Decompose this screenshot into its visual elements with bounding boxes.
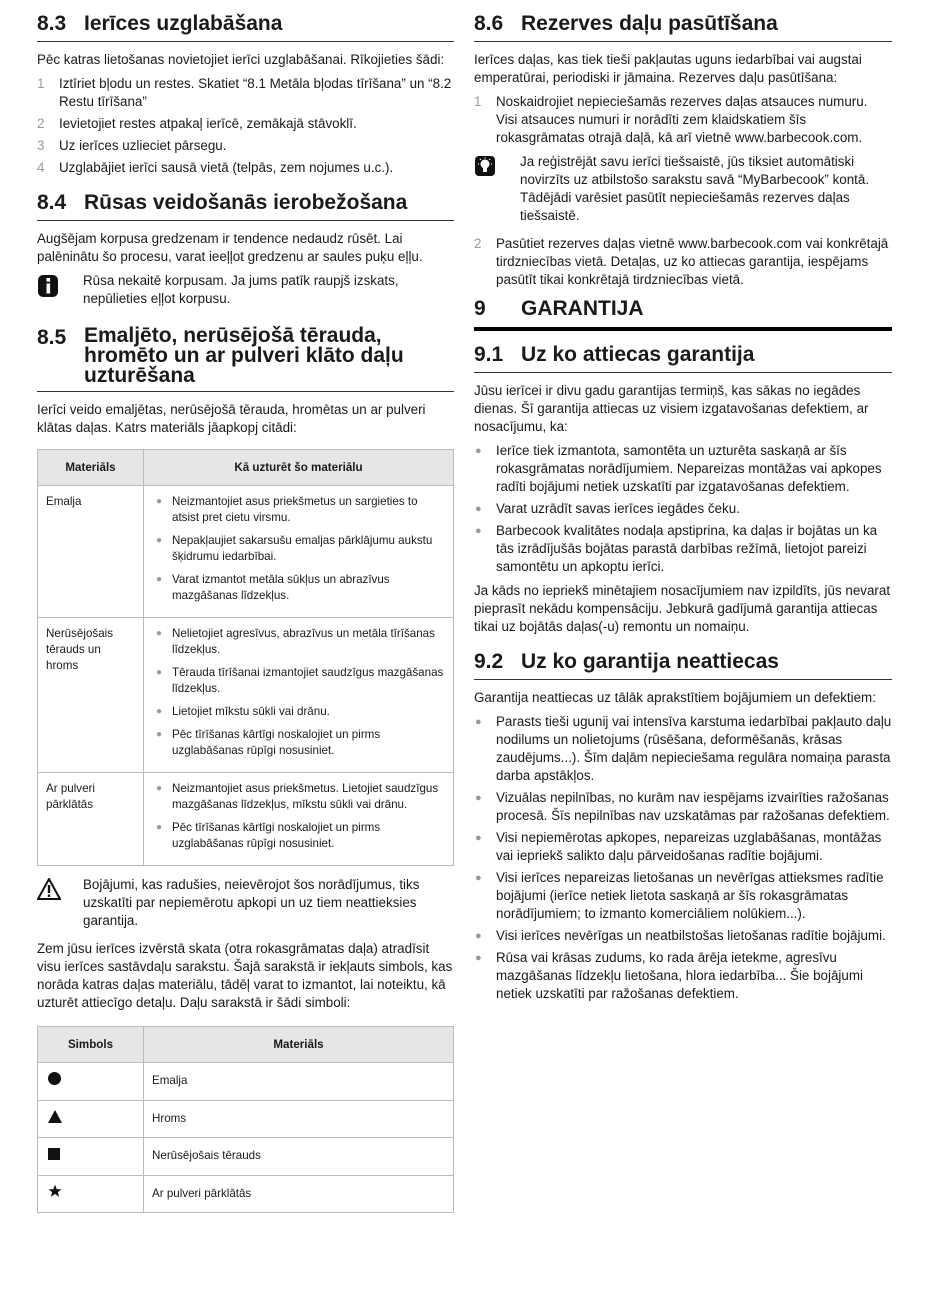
table-header-row <box>38 1027 454 1063</box>
bullet-text: Varat uzrādīt savas ierīces iegādes čeku. <box>496 501 740 516</box>
section-8-3-intro: Pēc katras lietošanas novietojiet ierīci uzglabāšanai. Rīkojieties šādi: <box>37 52 445 67</box>
step-number: 2 <box>474 236 482 251</box>
table-header-cell: Simbols <box>38 1027 144 1063</box>
warning-icon <box>37 876 83 930</box>
section-number: 9.1 <box>474 343 504 366</box>
step-text: Noskaidrojiet nepieciešamās rezerves daļas atsauces numuru. Visi atsauces numuri ir norādīti zem klaidskatiem šīs rokasgrāmatas otrajā daļā, kā arī vietnē www.barbecook.com. <box>496 94 868 145</box>
lightbulb-icon <box>474 153 520 225</box>
section-8-3-heading <box>37 12 454 42</box>
table-row <box>38 1063 454 1101</box>
bullet-text: Rūsa vai krāsas zudums, ko rada ārēja ietekme, agresīvu mazgāšanas līdzekļu lietošana, hlora iedarbība... Šie bojājumi netiek uzskatīti par ražošanas defektiem. <box>496 950 863 1001</box>
list-item <box>37 137 454 155</box>
section-title: Emaljēto, nerūsējošā tērauda, hromēto un ar pulveri klāto daļu uzturēšana <box>84 324 404 387</box>
section-number: 8.4 <box>37 191 67 214</box>
list-item: ● Varat izmantot metāla sūkļus un abrazīvus mazgāšanas līdzekļus. <box>152 572 445 604</box>
list-item: ● Nepakļaujiet sakarsušu emaljas pārklājumu aukstu šķidrumu iedarbībai. <box>152 533 445 565</box>
list-item: ● Varat uzrādīt savas ierīces iegādes čeku. <box>475 501 740 516</box>
star-icon <box>48 1184 62 1203</box>
spare-parts-steps <box>474 93 892 147</box>
section-number: 8.3 <box>37 12 67 35</box>
square-icon <box>48 1148 60 1160</box>
care-text: Pēc tīrīšanas kārtīgi noskalojiet un pirms uzglabāšanas rūpīgi nosusiniet. <box>172 728 381 757</box>
right-column <box>474 12 892 1009</box>
list-item: ● Visi ierīces nevērīgas un neatbilstošas lietošanas radītie bojājumi. <box>475 928 886 943</box>
bullet-text: Vizuālas nepilnības, no kurām nav iespējams izvairīties ražošanas procesā. Šīs nepilnības nav uzskatāmas par ražošanas defektiem. <box>496 790 890 823</box>
care-text: Pēc tīrīšanas kārtīgi noskalojiet un pirms uzglabāšanas rūpīgi nosusiniet. <box>172 821 381 850</box>
list-item: ● Visi ierīces nepareizas lietošanas un nevērīgas attieksmes radītie bojājumi (ierīce netiek lietota saskaņā ar šīs rokasgrāmatas norādījumiem; to izmanto komerciāliem nolūkiem...). <box>474 869 892 923</box>
list-item <box>474 235 892 289</box>
step-number: 4 <box>37 160 45 175</box>
list-item: ● Nelietojiet agresīvus, abrazīvus un metāla tīrīšanas līdzekļus. <box>152 626 445 658</box>
table-row <box>38 1138 454 1176</box>
table-row <box>38 1100 454 1138</box>
material-cell: Emalja <box>38 486 144 618</box>
step-text: Pasūtiet rezerves daļas vietnē www.barbecook.com vai konkrētajā tirdzniecības vietā. Detaļas, uz ko attiecas garantija, iespējams pasūtīt tikai konkrētajā tirdzniecības vietā. <box>496 236 889 287</box>
section-title: Ierīces uzglabāšana <box>84 12 283 35</box>
care-text: Nelietojiet agresīvus, abrazīvus un metāla tīrīšanas līdzekļus. <box>172 627 435 656</box>
care-text: Neizmantojiet asus priekšmetus un sargieties to atsist pret cietu virsmu. <box>172 495 418 524</box>
section-9-heading <box>474 297 892 331</box>
list-item: ● Lietojiet mīkstu sūkli vai drānu. <box>156 705 330 718</box>
table-row <box>38 486 454 618</box>
section-8-5-heading <box>37 326 454 392</box>
step-number: 3 <box>37 138 45 153</box>
symbol-cell <box>38 1100 144 1138</box>
materials-table <box>37 449 454 866</box>
list-item <box>474 93 892 147</box>
bullet-text: Ierīce tiek izmantota, samontēta un uzturēta saskaņā ar šīs rokasgrāmatas norādījumiem. Nepareizas montāžas vai apkopes radīti bojājumi netiek uzskatīti par izgatavošanas defektiem. <box>496 443 882 494</box>
table-header-cell: Kā uzturēt šo materiālu <box>144 450 454 486</box>
step-number: 2 <box>37 116 45 131</box>
step-text: Uz ierīces uzlieciet pārsegu. <box>59 138 227 153</box>
section-title: Rūsas veidošanās ierobežošana <box>84 191 408 214</box>
section-number: 8.6 <box>474 12 504 35</box>
list-item: ● Ierīce tiek izmantota, samontēta un uzturēta saskaņā ar šīs rokasgrāmatas norādījumiem. Nepareizas montāžas vai apkopes radīti bojājumi netiek uzskatīti par izgatavošanas defektiem. <box>474 442 892 496</box>
info-icon <box>37 272 83 308</box>
section-number: 9 <box>474 297 486 320</box>
section-8-4-heading <box>37 191 454 221</box>
bullet-text: Barbecook kvalitātes nodaļa apstiprina, ka daļas ir bojātas un ka tās izrādījušās bojātas parastā darbības režīmā, lietojot pareizi samontētu un apkoptu ierīci. <box>496 523 878 574</box>
section-number: 8.5 <box>37 326 67 349</box>
section-8-6-heading <box>474 12 892 42</box>
section-9-1-intro: Jūsu ierīcei ir divu gadu garantijas termiņš, kas sākas no iegādes dienas. Šī garantija attiecas uz visiem izgatavošanas defektiem, ar nosacījumu, ka: <box>474 383 869 434</box>
material-cell: Ar pulveri pārklātās <box>144 1175 454 1213</box>
list-item: ● Visi nepiemērotas apkopes, nepareizas uzglabāšanas, montāžas vai iepriekš salikto daļu pārveidošanas radītie bojājumi. <box>474 829 892 865</box>
step-text: Iztīriet bļodu un restes. Skatiet “8.1 Metāla bļodas tīrīšana” un “8.2 Restu tīrīšana” <box>59 76 452 109</box>
section-title: Uz ko garantija neattiecas <box>521 650 779 673</box>
tip-note <box>474 153 892 225</box>
section-8-5-intro: Ierīci veido emaljētas, nerūsējošā tērauda, hromētas un ar pulveri klātas daļas. Katrs materiāls jāapkopj citādi: <box>37 402 426 435</box>
table-row <box>38 773 454 866</box>
section-title: Uz ko attiecas garantija <box>521 343 755 366</box>
bullet-text: Visi nepiemērotas apkopes, nepareizas uzglabāšanas, montāžas vai iepriekš salikto daļu pārveidošanas radītie bojājumi. <box>496 830 882 863</box>
care-text: Lietojiet mīkstu sūkli vai drānu. <box>172 705 330 718</box>
list-item: ● Vizuālas nepilnības, no kurām nav iespējams izvairīties ražošanas procesā. Šīs nepilnības nav uzskatāmas par ražošanas defektiem. <box>474 789 892 825</box>
material-cell: Ar pulveri pārklātās <box>38 773 144 866</box>
material-cell: Hroms <box>144 1100 454 1138</box>
table-header-cell: Materiāls <box>38 450 144 486</box>
symbol-cell <box>38 1063 144 1101</box>
care-cell <box>144 773 454 866</box>
section-9-2-intro: Garantija neattiecas uz tālāk aprakstītiem bojājumiem un defektiem: <box>474 690 876 705</box>
section-8-6-intro: Ierīces daļas, kas tiek tieši pakļautas uguns iedarbībai vai augstai emperatūrai, periodiski ir jāmaina. Rezerves daļu pasūtīšana: <box>474 52 862 85</box>
care-text: Neizmantojiet asus priekšmetus. Lietojiet saudzīgus mazgāšanas līdzekļus, mīkstu sūkli vai drānu. <box>172 782 439 811</box>
bullet-text: Visi ierīces nevērīgas un neatbilstošas lietošanas radītie bojājumi. <box>496 928 886 943</box>
material-cell: Nerūsējošais tērauds un hroms <box>38 618 144 773</box>
material-cell: Emalja <box>144 1063 454 1101</box>
list-item <box>37 159 454 177</box>
info-note <box>37 272 454 308</box>
step-number: 1 <box>37 76 45 91</box>
step-text: Uzglabājiet ierīci sausā vietā (telpās, zem nojumes u.c.). <box>59 160 394 175</box>
tip-note-text: Ja reģistrējāt savu ierīci tiešsaistē, jūs tiksiet automātiski novirzīts uz atbilstošo sarakstu savā “MyBarbecook” kontā. Tādējādi varēsiet pasūtīt nepieciešamās rezerves daļas tiešsaistē. <box>520 154 870 223</box>
list-item: ● Neizmantojiet asus priekšmetus. Lietojiet saudzīgus mazgāšanas līdzekļus, mīkstu sūkli vai drānu. <box>152 781 445 813</box>
warranty-conditions <box>474 442 892 576</box>
triangle-icon <box>48 1110 62 1128</box>
list-item: ● Rūsa vai krāsas zudums, ko rada ārēja ietekme, agresīvu mazgāšanas līdzekļu lietošana, hlora iedarbība... Šie bojājumi netiek uzskatīti par ražošanas defektiem. <box>474 949 892 1003</box>
list-item: ● Pēc tīrīšanas kārtīgi noskalojiet un pirms uzglabāšanas rūpīgi nosusiniet. <box>152 820 445 852</box>
care-text: Varat izmantot metāla sūkļus un abrazīvus mazgāšanas līdzekļus. <box>172 573 390 602</box>
table-row <box>38 618 454 773</box>
table-header-row <box>38 450 454 486</box>
circle-icon <box>48 1072 61 1085</box>
step-text: Ievietojiet restes atpakaļ ierīcē, zemākajā stāvoklī. <box>59 116 357 131</box>
warranty-exclusions <box>474 713 892 1003</box>
warning-note <box>37 876 454 930</box>
care-cell <box>144 486 454 618</box>
section-number: 9.2 <box>474 650 504 673</box>
section-9-1-heading <box>474 343 892 373</box>
table-header-cell: Materiāls <box>144 1027 454 1063</box>
list-item: ● Barbecook kvalitātes nodaļa apstiprina, ka daļas ir bojātas un ka tās izrādījušās bojātas parastā darbības režīmā, lietojot pareizi samontētu un apkoptu ierīci. <box>474 522 892 576</box>
section-title: Rezerves daļu pasūtīšana <box>521 12 778 35</box>
table-row <box>38 1175 454 1213</box>
section-9-2-heading <box>474 650 892 680</box>
section-8-4-intro: Augšējam korpusa gredzenam ir tendence nedaudz rūsēt. Lai palēninātu šo procesu, varat ieeļļot gredzenu ar saules puķu eļļu. <box>37 231 423 264</box>
care-text: Nepakļaujiet sakarsušu emaljas pārklājumu aukstu šķidrumu iedarbībai. <box>172 534 433 563</box>
material-cell: Nerūsējošais tērauds <box>144 1138 454 1176</box>
spare-parts-steps-2 <box>474 235 892 289</box>
list-item <box>37 75 454 111</box>
list-item <box>37 115 454 133</box>
left-column <box>37 12 454 1213</box>
step-number: 1 <box>474 94 482 109</box>
warning-note-text: Bojājumi, kas radušies, neievērojot šos norādījumus, tiks uzskatīti par nepiemērotu apkopi un uz tiem neattieksies garantija. <box>83 877 420 928</box>
section-9-1-outro: Ja kāds no iepriekš minētajiem nosacījumiem nav izpildīts, jūs nevarat pieprasīt nekādu kompensāciju. Jebkurā gadījumā garantija attiecas tikai uz bojātās daļas(-u) remontu un nomaiņu. <box>474 583 891 634</box>
bullet-text: Visi ierīces nepareizas lietošanas un nevērīgas attieksmes radītie bojājumi (ierīce netiek lietota saskaņā ar šīs rokasgrāmatas norādījumiem; to izmanto komerciāliem nolūkiem...). <box>496 870 884 921</box>
symbol-cell <box>38 1138 144 1176</box>
info-note-text: Rūsa nekaitē korpusam. Ja jums patīk raupjš izskats, nepūlieties eļļot korpusu. <box>83 273 399 306</box>
care-text: Tērauda tīrīšanai izmantojiet saudzīgus mazgāšanas līdzekļus. <box>172 666 444 695</box>
list-item: ● Tērauda tīrīšanai izmantojiet saudzīgus mazgāšanas līdzekļus. <box>156 666 444 695</box>
list-item: ● Parasts tieši ugunij vai intensīva karstuma iedarbībai pakļauto daļu nodilums un nolietojums (rūsēšana, deformēšanās, krāsas zaudējums...). Šīm daļām nepieciešama regulāra nomaiņa parasta darba apstākļos. <box>475 714 892 783</box>
bullet-text: Parasts tieši ugunij vai intensīva karstuma iedarbībai pakļauto daļu nodilums un nolietojums (rūsēšana, deformēšanās, krāsas zaudējums...). Šīm daļām nepieciešama regulāra nomaiņa parasta darba apstākļos. <box>496 714 892 783</box>
section-8-5-paragraph: Zem jūsu ierīces izvērstā skata (otra rokasgrāmatas daļa) atradīsit visu ierīces sastāvdaļu sarakstu. Šajā sarakstā ir iekļauts simbols, kas norāda katras daļas materiālu, tādēļ varat to izmantot, lai noteiktu, kā uzturēt attiecīgo detaļu. Daļu sarakstā ir šādi simboli: <box>37 941 453 1010</box>
symbols-table <box>37 1026 454 1213</box>
storage-steps <box>37 75 454 177</box>
symbol-cell <box>38 1175 144 1213</box>
list-item: ● Pēc tīrīšanas kārtīgi noskalojiet un pirms uzglabāšanas rūpīgi nosusiniet. <box>152 727 445 759</box>
care-cell <box>144 618 454 773</box>
section-title: GARANTIJA <box>521 297 644 320</box>
list-item: ● Neizmantojiet asus priekšmetus un sargieties to atsist pret cietu virsmu. <box>152 494 445 526</box>
